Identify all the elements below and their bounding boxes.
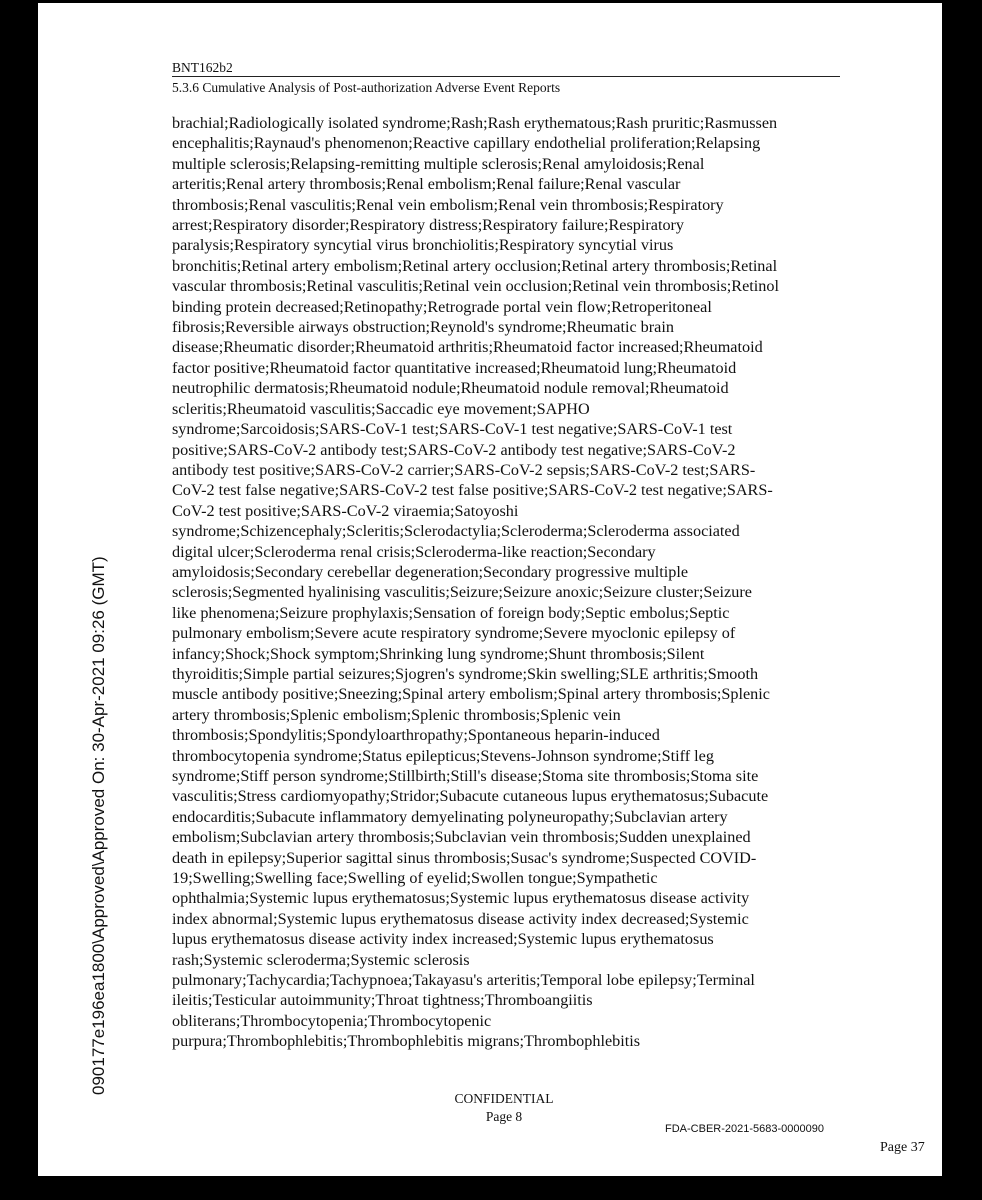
- text-line: disease;Rheumatic disorder;Rheumatoid arthritis;Rheumatoid factor increased;Rheumatoid: [172, 338, 763, 357]
- text-line: purpura;Thrombophlebitis;Thrombophlebitis migrans;Thrombophlebitis: [172, 1032, 641, 1051]
- adverse-event-list: [172, 113, 840, 1052]
- text-line: 19;Swelling;Swelling face;Swelling of eyelid;Swollen tongue;Sympathetic: [172, 869, 658, 888]
- outer-page-number: Page 37: [880, 1140, 925, 1155]
- page-number: Page 8: [485, 1109, 523, 1124]
- section-title: 5.3.6 Cumulative Analysis of Post-authorization Adverse Event Reports: [172, 80, 561, 95]
- text-line: pulmonary;Tachycardia;Tachypnoea;Takayasu's arteritis;Temporal lobe epilepsy;Terminal: [172, 971, 755, 990]
- text-line: ileitis;Testicular autoimmunity;Throat tightness;Thromboangiitis: [172, 991, 593, 1010]
- text-line: sclerosis;Segmented hyalinising vasculitis;Seizure;Seizure anoxic;Seizure cluster;Seizure: [172, 583, 752, 602]
- text-line: vascular thrombosis;Retinal vasculitis;Retinal vein occlusion;Retinal vein thrombosis;Retinol: [172, 277, 779, 296]
- text-line: CoV-2 test positive;SARS-CoV-2 viraemia;Satoyoshi: [172, 501, 519, 520]
- document-id: FDA-CBER-2021-5683-0000090: [665, 1123, 824, 1135]
- text-line: artery thrombosis;Splenic embolism;Splenic thrombosis;Splenic vein: [172, 705, 621, 724]
- text-line: lupus erythematosus disease activity index increased;Systemic lupus erythematosus: [172, 930, 714, 949]
- text-line: rash;Systemic scleroderma;Systemic sclerosis: [172, 950, 470, 969]
- product-name: BNT162b2: [172, 60, 233, 75]
- text-line: bronchitis;Retinal artery embolism;Retinal artery occlusion;Retinal artery thrombosis;Retinal: [172, 256, 778, 275]
- text-line: antibody test positive;SARS-CoV-2 carrier;SARS-CoV-2 sepsis;SARS-CoV-2 test;SARS-: [172, 460, 756, 479]
- approval-stamp: 090177e196ea1800\Approved\Approved On: 30-Apr-2021 09:26 (GMT): [89, 556, 108, 1095]
- text-line: thyroiditis;Simple partial seizures;Sjogren's syndrome;Skin swelling;SLE arthritis;Smooth: [172, 664, 759, 683]
- text-line: multiple sclerosis;Relapsing-remitting multiple sclerosis;Renal amyloidosis;Renal: [172, 154, 705, 173]
- text-line: embolism;Subclavian artery thrombosis;Subclavian vein thrombosis;Sudden unexplained: [172, 828, 751, 847]
- text-line: brachial;Radiologically isolated syndrome;Rash;Rash erythematous;Rash pruritic;Rasmussen: [172, 114, 778, 132]
- text-line: scleritis;Rheumatoid vasculitis;Saccadic eye movement;SAPHO: [172, 399, 590, 418]
- text-line: index abnormal;Systemic lupus erythematosus disease activity index decreased;Systemic: [172, 909, 749, 928]
- text-line: syndrome;Stiff person syndrome;Stillbirth;Still's disease;Stoma site thrombosis;Stoma site: [172, 767, 759, 785]
- text-line: infancy;Shock;Shock symptom;Shrinking lung syndrome;Shunt thrombosis;Silent: [172, 644, 705, 663]
- confidential-label: CONFIDENTIAL: [454, 1091, 554, 1106]
- text-line: arteritis;Renal artery thrombosis;Renal embolism;Renal failure;Renal vascular: [172, 175, 681, 194]
- text-line: factor positive;Rheumatoid factor quantitative increased;Rheumatoid lung;Rheumatoid: [172, 358, 737, 377]
- text-line: fibrosis;Reversible airways obstruction;Reynold's syndrome;Rheumatic brain: [172, 318, 674, 337]
- text-line: CoV-2 test false negative;SARS-CoV-2 test false positive;SARS-CoV-2 test negative;SARS-: [172, 481, 773, 500]
- text-line: thrombocytopenia syndrome;Status epilepticus;Stevens-Johnson syndrome;Stiff leg: [172, 746, 714, 765]
- text-line: pulmonary embolism;Severe acute respiratory syndrome;Severe myoclonic epilepsy of: [172, 624, 736, 643]
- text-line: syndrome;Sarcoidosis;SARS-CoV-1 test;SARS-CoV-1 test negative;SARS-CoV-1 test: [172, 420, 733, 439]
- text-line: death in epilepsy;Superior sagittal sinus thrombosis;Susac's syndrome;Suspected COVID-: [172, 848, 757, 867]
- footer: [404, 1090, 604, 1126]
- text-line: amyloidosis;Secondary cerebellar degeneration;Secondary progressive multiple: [172, 562, 689, 581]
- text-line: binding protein decreased;Retinopathy;Retrograde portal vein flow;Retroperitoneal: [172, 297, 712, 316]
- text-line: syndrome;Schizencephaly;Scleritis;Sclerodactylia;Scleroderma;Scleroderma associated: [172, 522, 740, 541]
- text-line: thrombosis;Renal vasculitis;Renal vein embolism;Renal vein thrombosis;Respiratory: [172, 195, 724, 214]
- text-line: ophthalmia;Systemic lupus erythematosus;Systemic lupus erythematosus disease activity: [172, 889, 750, 908]
- text-line: muscle antibody positive;Sneezing;Spinal artery embolism;Spinal artery thrombosis;Splenic: [172, 685, 770, 704]
- header-divider: [172, 76, 840, 77]
- text-line: positive;SARS-CoV-2 antibody test;SARS-CoV-2 antibody test negative;SARS-CoV-2: [172, 440, 736, 459]
- text-line: encephalitis;Raynaud's phenomenon;Reactive capillary endothelial proliferation;Relapsing: [172, 134, 761, 153]
- document-header: [172, 59, 840, 95]
- text-line: thrombosis;Spondylitis;Spondyloarthropathy;Spontaneous heparin-induced: [172, 726, 660, 745]
- text-line: vasculitis;Stress cardiomyopathy;Stridor;Subacute cutaneous lupus erythematosus;Subacute: [172, 787, 769, 806]
- text-line: like phenomena;Seizure prophylaxis;Sensation of foreign body;Septic embolus;Septic: [172, 603, 730, 622]
- text-line: neutrophilic dermatosis;Rheumatoid nodule;Rheumatoid nodule removal;Rheumatoid: [172, 379, 729, 398]
- text-line: arrest;Respiratory disorder;Respiratory distress;Respiratory failure;Respiratory: [172, 216, 685, 235]
- text-line: digital ulcer;Scleroderma renal crisis;Scleroderma-like reaction;Secondary: [172, 542, 656, 561]
- text-line: paralysis;Respiratory syncytial virus bronchiolitis;Respiratory syncytial virus: [172, 236, 674, 255]
- text-line: endocarditis;Subacute inflammatory demyelinating polyneuropathy;Subclavian artery: [172, 807, 728, 826]
- text-line: obliterans;Thrombocytopenia;Thrombocytopenic: [172, 1011, 492, 1030]
